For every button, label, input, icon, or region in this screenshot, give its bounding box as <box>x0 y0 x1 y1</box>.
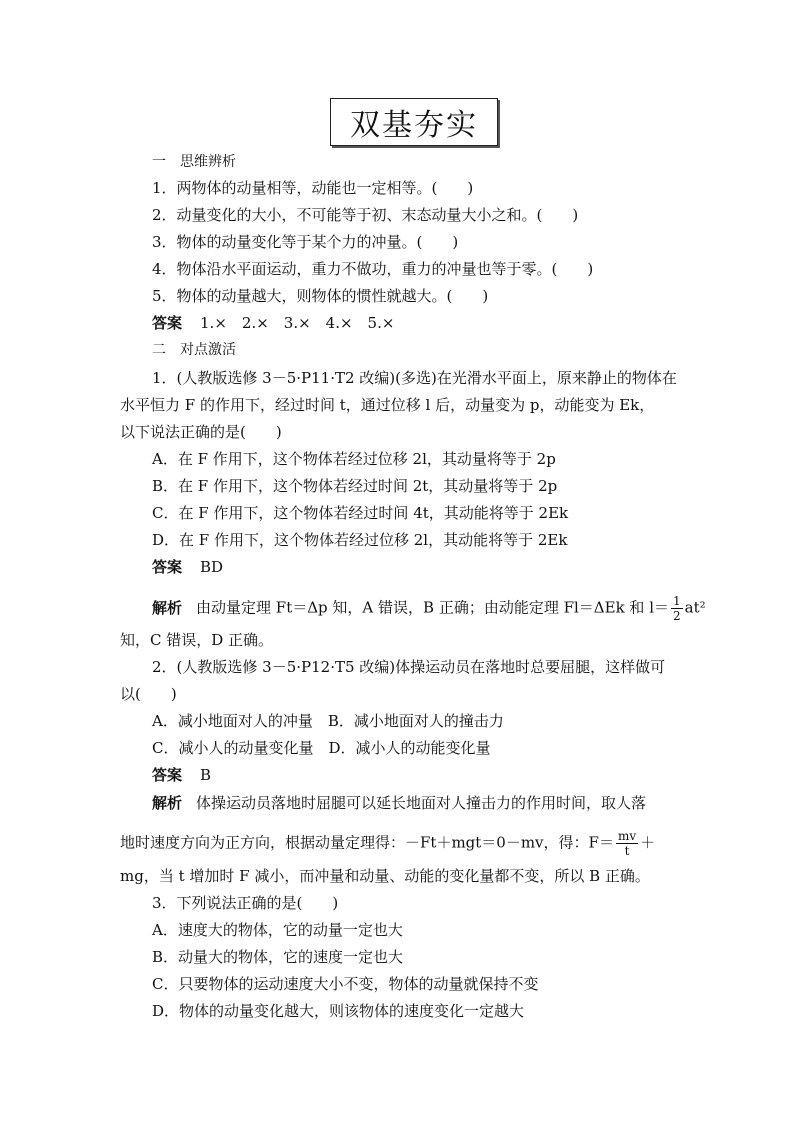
fraction <box>671 594 683 623</box>
q1-stem-line-2: 水平恒力 F 的作用下，经过时间 t，通过位移 l 后，动量变为 p，动能变为 Ek， <box>120 396 655 414</box>
judgement-item-3: 3．物体的动量变化等于某个力的冲量。( ) <box>152 233 459 251</box>
analysis-label: 解析 <box>152 598 183 617</box>
answer-label: 答案 <box>152 314 183 332</box>
q3-option-c: C．只要物体的运动速度大小不变，物体的动量就保持不变 <box>152 975 539 993</box>
q2-analysis-line-2 <box>120 829 655 858</box>
q2-analysis-text: 体操运动员落地时屈腿可以延长地面对人撞击力的作用时间，取人落 <box>196 794 647 812</box>
q3-option-a: A．速度大的物体，它的动量一定也大 <box>152 921 403 939</box>
q2-answer-line <box>152 765 211 785</box>
q1-stem-line-1: 1．(人教版选修 3－5·P11·T2 改编)(多选)在光滑水平面上，原来静止的物体在 <box>152 369 677 387</box>
q2-options-row-2: C．减小人的动量变化量 D．减小人的动能变化量 <box>152 739 491 757</box>
judgement-item-2: 2．动量变化的大小，不可能等于初、末态动量大小之和。( ) <box>152 206 579 224</box>
q3-option-b: B．动量大的物体，它的速度一定也大 <box>152 948 404 966</box>
q1-option-b: B．在 F 作用下，这个物体若经过时间 2t，其动量将等于 2p <box>152 477 558 495</box>
q1-option-a: A．在 F 作用下，这个物体若经过位移 2l，其动量将等于 2p <box>152 450 556 468</box>
q1-analysis-text: 由动量定理 Ft＝Δp 知，A 错误，B 正确；由动能定理 Fl＝ΔEk 和 l＝ <box>196 598 669 617</box>
fraction-denominator: t <box>624 844 630 858</box>
q2-answer: B <box>200 766 212 784</box>
fraction-numerator: mv <box>617 829 637 843</box>
answer-label: 答案 <box>152 766 183 784</box>
judgement-item-1: 1．两物体的动量相等，动能也一定相等。( ) <box>152 179 474 197</box>
q1-answer: BD <box>200 558 224 576</box>
analysis-label: 解析 <box>152 794 183 812</box>
q2-options-row-1: A．减小地面对人的冲量 B．减小地面对人的撞击力 <box>152 712 504 730</box>
q1-stem-line-3: 以下说法正确的是( ) <box>120 423 282 441</box>
judgement-item-4: 4．物体沿水平面运动，重力不做功，重力的冲量也等于零。( ) <box>152 260 594 278</box>
q3-stem: 3．下列说法正确的是( ) <box>152 894 339 912</box>
q1-option-d: D．在 F 作用下，这个物体若经过位移 2l，其动能将等于 2Ek <box>152 531 568 549</box>
page-title: 双基夯实 <box>330 98 498 146</box>
q2-analysis-text-2: 地时速度方向为正方向，根据动量定理得：－Ft＋mgt＝0－mv，得：F＝ <box>120 833 614 852</box>
q2-analysis-line-1 <box>152 793 646 813</box>
fraction-denominator: 2 <box>673 609 681 623</box>
q1-option-c: C．在 F 作用下，这个物体若经过时间 4t，其动能将等于 2Ek <box>152 504 569 522</box>
q3-option-d: D．物体的动量变化越大，则该物体的速度变化一定越大 <box>152 1002 525 1020</box>
q1-analysis-line-2: 知，C 错误，D 正确。 <box>120 631 274 649</box>
judgement-item-5: 5．物体的动量越大，则物体的惯性就越大。( ) <box>152 287 489 305</box>
fraction-numerator: 1 <box>673 594 681 608</box>
q1-answer-line <box>152 557 223 577</box>
q1-analysis-tail: at² <box>684 598 706 617</box>
q2-stem-line-1: 2．(人教版选修 3－5·P12·T5 改编)体操运动员在落地时总要屈腿，这样做可 <box>152 658 666 676</box>
fraction <box>616 829 638 858</box>
q2-analysis-line-3: mg，当 t 增加时 F 减小，而冲量和动量、动能的变化量都不变，所以 B 正确。 <box>120 867 650 885</box>
answer-text: 1.× 2.× 3.× 4.× 5.× <box>200 314 395 332</box>
answer-label: 答案 <box>152 558 183 576</box>
section-heading-practice: 二 对点激活 <box>152 342 236 358</box>
section-heading-thinking: 一 思维辨析 <box>152 154 236 170</box>
answer-line-section1 <box>152 313 394 333</box>
q2-analysis-tail: ＋ <box>640 833 656 852</box>
q2-stem-line-2: 以( ) <box>120 685 177 703</box>
q1-analysis-line-1 <box>152 594 706 623</box>
